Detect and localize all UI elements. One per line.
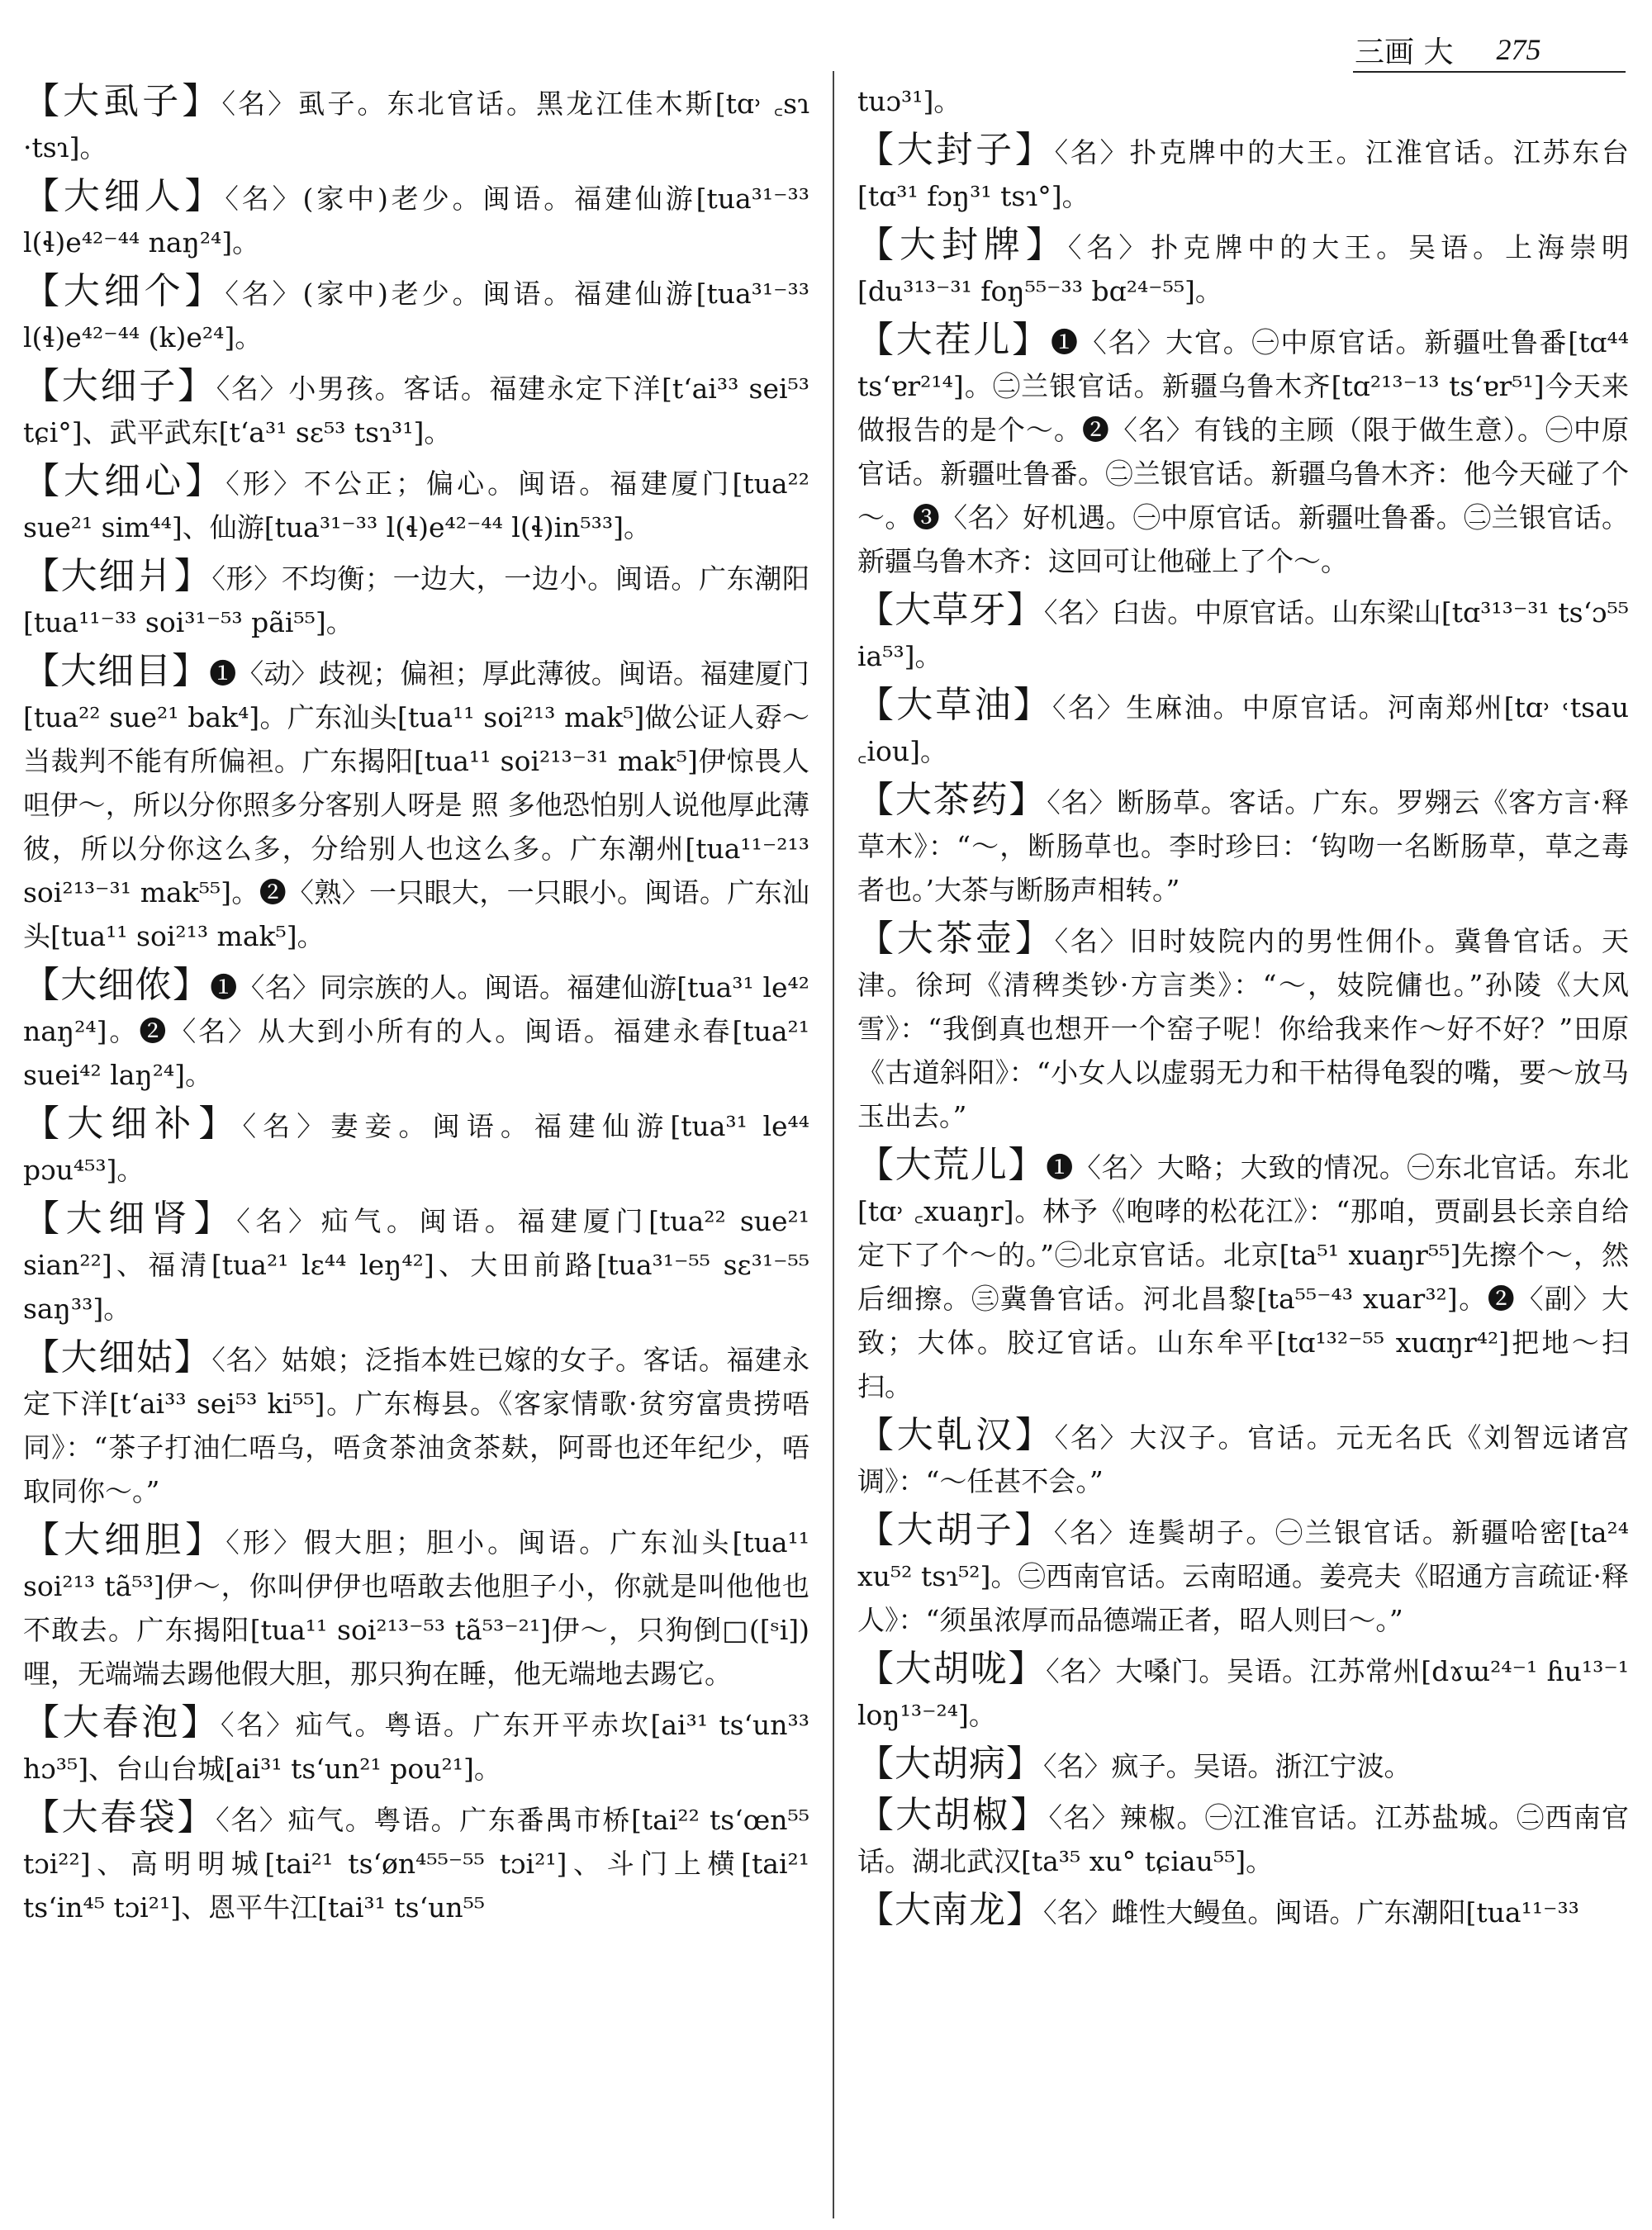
entry-body: 〈名〉连鬓胡子。㊀兰银官话。新疆哈密[ta²⁴ xu⁵² tsɿ⁵²]。㊁西南官话。云南昭通。姜亮夫《昭通方言疏证·释人》：“须虽浓厚而品德端正者，昭人则曰～。” [857, 1516, 1629, 1636]
entry-headword: 【大茬儿】 [857, 319, 1051, 361]
entry-headword: 【大南龙】 [857, 1889, 1043, 1931]
entry-headword: 【大细个】 [23, 270, 225, 312]
entry-body: ❶〈动〉歧视；偏袒；厚此薄彼。闽语。福建厦门[tua²² sue²¹ bak⁴]。广东汕头[tua¹¹ soi²¹³ mak⁵]做公证人孬～当裁判不能有所偏袒。广东揭阳[tua¹¹ soi²¹³⁻³¹ mak⁵]伊惊畏人呾伊～，所以分你照多分客别人呀是 照 多他恐怕别人说他厚此薄彼，所以分你这么多，分给别人也这么多。广东潮州[tua¹¹⁻²¹³ soi²¹³⁻³¹ mak⁵⁵]。❷〈熟〉一只眼大，一只眼小。闽语。广东汕头[tua¹¹ soi²¹³ mak⁵]。 [23, 657, 809, 952]
dictionary-entry [23, 364, 809, 454]
dictionary-entry [23, 1518, 809, 1696]
left-column [23, 79, 809, 2218]
entry-headword: 【大细侬】 [23, 964, 211, 1006]
entry-body: ❶〈名〉大官。㊀中原官话。新疆吐鲁番[tɑ⁴⁴ ts‘ɐr²¹⁴]。㊁兰银官话。新疆乌鲁木齐[tɑ²¹³⁻¹³ ts‘ɐr⁵¹]今天来做报告的是个～。❷〈名〉有钱的主顾（限于做生意）。㊀中原官话。新疆吐鲁番。㊁兰银官话。新疆乌鲁木齐：他今天碰了个～。❸〈名〉好机遇。㊀中原官话。新疆吐鲁番。㊁兰银官话。新疆乌鲁木齐：这回可让他碰上了个～。 [857, 326, 1629, 577]
entry-body: 〈名〉(家中)老少。闽语。福建仙游[tua³¹⁻³³ l(ɬ)e⁴²⁻⁴⁴ naŋ²⁴]。 [23, 183, 809, 259]
entry-body: 〈形〉不均衡；一边大，一边小。闽语。广东潮阳[tua¹¹⁻³³ soi³¹⁻⁵³ pãi⁵⁵]。 [23, 562, 809, 638]
entry-headword: 【大乹汉】 [857, 1414, 1055, 1456]
entry-body: 〈名〉旧时妓院内的男性佣仆。冀鲁官话。天津。徐珂《清稗类钞·方言类》：“～，妓院傭也。”孙陵《大风雪》：“我倒真也想开一个窑子呢！你给我来作～好不好？”田原《古道斜阳》：“小女人以虚弱无力和干枯得龟裂的嘴，要～放马玉出去。” [857, 925, 1629, 1132]
dictionary-entry [857, 917, 1629, 1138]
entry-body: 〈名〉扑克牌中的大王。吴语。上海崇明[du³¹³⁻³¹ foŋ⁵⁵⁻³³ bɑ²⁴⁻⁵⁵]。 [857, 231, 1629, 307]
dictionary-entry [857, 1647, 1629, 1737]
entry-body: 〈名〉臼齿。中原官话。山东梁山[tɑ³¹³⁻³¹ ts‘ɔ⁵⁵ ia⁵³]。 [857, 596, 1629, 672]
dictionary-entry [857, 128, 1629, 218]
right-column [857, 79, 1629, 2218]
dictionary-entry [23, 1796, 809, 1929]
dictionary-entry [23, 1102, 809, 1192]
dictionary-entry [23, 554, 809, 644]
dictionary-entry [857, 1793, 1629, 1883]
entry-body: 〈名〉姑娘；泛指本姓已嫁的女子。客话。福建永定下洋[t‘ai³³ sei⁵³ ki⁵⁵]。广东梅县。《客家情歌·贫穷富贵捞唔同》：“茶子打油仁唔乌，唔贪茶油贪茶麸，阿哥也还年纪少，唔取同你～。” [23, 1344, 809, 1507]
entry-headword: 【大细爿】 [23, 555, 212, 597]
entry-body: 〈形〉假大胆；胆小。闽语。广东汕头[tua¹¹ soi²¹³ tã⁵³]伊～，你叫伊伊也唔敢去他胆子小，你就是叫他他也不敢去。广东揭阳[tua¹¹ soi²¹³⁻⁵³ tã⁵³⁻²¹]伊～，只狗倒□([ˢi])哩，无端端去踢他假大胆，那只狗在睡，他无端地去踢它。 [23, 1526, 809, 1690]
entry-body: 〈名〉疯子。吴语。浙江宁波。 [1043, 1750, 1412, 1782]
dictionary-entry [857, 588, 1629, 678]
dictionary-entry [23, 459, 809, 549]
dictionary-entry [23, 1701, 809, 1791]
entry-headword: 【大细补】 [23, 1103, 243, 1145]
entry-headword: 【大春泡】 [23, 1701, 221, 1744]
dictionary-entry [857, 683, 1629, 773]
dictionary-entry [857, 318, 1629, 583]
entry-headword: 【大封子】 [857, 129, 1055, 171]
dictionary-entry [23, 269, 809, 359]
entry-headword: 【大胡椒】 [857, 1794, 1049, 1836]
entry-body: 〈形〉不公正；偏心。闽语。福建厦门[tua²² sue²¹ sim⁴⁴]、仙游[tua³¹⁻³³ l(ɬ)e⁴²⁻⁴⁴ l(ɬ)in⁵³³]。 [23, 467, 809, 543]
dictionary-entry [857, 1508, 1629, 1642]
entry-body: 〈名〉生麻油。中原官话。河南郑州[tɑ˒ ˓tsau ꜀iou]。 [857, 691, 1629, 767]
entry-body: 〈名〉妻妾。闽语。福建仙游[tua³¹ le⁴⁴ pɔu⁴⁵³]。 [23, 1110, 809, 1186]
dictionary-entry [857, 1888, 1629, 1934]
entry-body: 〈名〉辣椒。㊀江淮官话。江苏盐城。㊁西南官话。湖北武汉[ta³⁵ xu° tɕiau⁵⁵]。 [857, 1801, 1629, 1877]
entry-headword: 【大虱子】 [23, 80, 222, 122]
entry-headword: 【大细子】 [23, 365, 216, 407]
dictionary-entry [857, 1413, 1629, 1503]
entry-body: 〈名〉(家中)老少。闽语。福建仙游[tua³¹⁻³³ l(ɬ)e⁴²⁻⁴⁴ (k)e²⁴]。 [23, 278, 809, 353]
entry-body: 〈名〉扑克牌中的大王。江淮官话。江苏东台[tɑ³¹ fɔŋ³¹ tsɿ°]。 [857, 136, 1629, 212]
column-divider [833, 71, 834, 2218]
entry-body: ❶〈名〉大略；大致的情况。㊀东北官话。东北[tɑ˒ ꜀xuaŋr]。林予《咆哮的松花江》：“那咱，贾副县长亲自给定下了个～的。”㊁北京官话。北京[ta⁵¹ xuaŋr⁵⁵]先擦个～，然后细擦。㊂冀鲁官话。河北昌黎[ta⁵⁵⁻⁴³ xuar³²]。❷〈副〉大致；大体。胶辽官话。山东牟平[tɑ¹³²⁻⁵⁵ xuɑŋr⁴²]把地～扫扫。 [857, 1151, 1629, 1402]
entry-headword: 【大春袋】 [23, 1796, 216, 1839]
entry-body: 〈名〉大汉子。官话。元无名氏《刘智远诸宫调》：“～任甚不会。” [857, 1421, 1629, 1497]
entry-body: ❶〈名〉同宗族的人。闽语。福建仙游[tua³¹ le⁴² naŋ²⁴]。❷〈名〉从大到小所有的人。闽语。福建永春[tua²¹ suei⁴² laŋ²⁴]。 [23, 971, 809, 1091]
entry-body: 〈名〉大嗓门。吴语。江苏常州[dɤɯ²⁴⁻¹ ɦu¹³⁻¹ loŋ¹³⁻²⁴]。 [857, 1655, 1629, 1731]
page-number: 275 [1496, 33, 1541, 66]
page-header [1355, 25, 1627, 74]
entry-headword: 【大胡咙】 [857, 1648, 1047, 1690]
entry-headword: 【大细肾】 [23, 1198, 237, 1240]
entry-headword: 【大茶壶】 [857, 918, 1055, 960]
entry-body: 〈名〉疝气。粤语。广东番禺市桥[tai²² ts‘œn⁵⁵ tɔi²²]、高明明城[tai²¹ ts‘øn⁴⁵⁵⁻⁵⁵ tɔi²¹]、斗门上横[tai²¹ ts‘in⁴⁵ tɔi²¹]、恩平牛江[tai³¹ ts‘un⁵⁵ [23, 1804, 809, 1924]
dictionary-entry [23, 79, 809, 169]
header-rule [1353, 71, 1626, 73]
entry-headword: 【大细心】 [23, 460, 226, 502]
dictionary-entry [23, 1197, 809, 1331]
dictionary-entry [23, 649, 809, 958]
entry-headword: 【大草牙】 [857, 589, 1044, 631]
dictionary-entry [857, 1742, 1629, 1788]
dictionary-entry [23, 174, 809, 264]
entry-body: 〈名〉雌性大鳗鱼。闽语。广东潮阳[tua¹¹⁻³³ [1043, 1896, 1579, 1929]
entry-headword: 【大封牌】 [857, 224, 1068, 266]
entry-headword: 【大细胆】 [23, 1519, 226, 1561]
dictionary-entry [23, 963, 809, 1097]
entry-headword: 【大胡子】 [857, 1509, 1054, 1551]
entry-headword: 【大细人】 [23, 175, 225, 217]
entry-headword: 【大胡病】 [857, 1743, 1043, 1785]
entry-headword: 【大茶药】 [857, 779, 1047, 821]
entry-body: 〈名〉疝气。粤语。广东开平赤坎[ai³¹ ts‘un³³ hɔ³⁵]、台山台城[ai³¹ ts‘un²¹ pou²¹]。 [23, 1709, 809, 1785]
dictionary-entry [23, 1336, 809, 1513]
entry-body: 〈名〉疝气。闽语。福建厦门[tua²² sue²¹ sian²²]、福清[tua²¹ lɛ⁴⁴ leŋ⁴²]、大田前路[tua³¹⁻⁵⁵ sɛ³¹⁻⁵⁵ saŋ³³]。 [23, 1205, 809, 1325]
dictionary-entry [857, 1143, 1629, 1408]
section-label: 三画 大 [1355, 35, 1454, 69]
continued-text: tuɔ³¹]。 [857, 85, 961, 117]
dictionary-entry [857, 778, 1629, 912]
entry-body: 〈名〉小男孩。客话。福建永定下洋[t‘ai³³ sei⁵³ tɕi°]、武平武东[t‘a³¹ sɛ⁵³ tsɿ³¹]。 [23, 372, 809, 448]
entry-body: 〈名〉断肠草。客话。广东。罗翙云《客方言·释草木》：“～，断肠草也。李时珍曰：‘钩吻一名断肠草，草之毒者也。’大茶与断肠声相转。” [857, 786, 1629, 906]
entry-headword: 【大草油】 [857, 684, 1052, 726]
entry-headword: 【大荒儿】 [857, 1144, 1047, 1186]
entry-body: 〈名〉虱子。东北官话。黑龙江佳木斯[tɑ˒ ꜀sɿ ·tsɿ]。 [23, 88, 809, 164]
dictionary-entry [857, 223, 1629, 313]
entry-headword: 【大细姑】 [23, 1336, 212, 1378]
entry-headword: 【大细目】 [23, 650, 210, 692]
